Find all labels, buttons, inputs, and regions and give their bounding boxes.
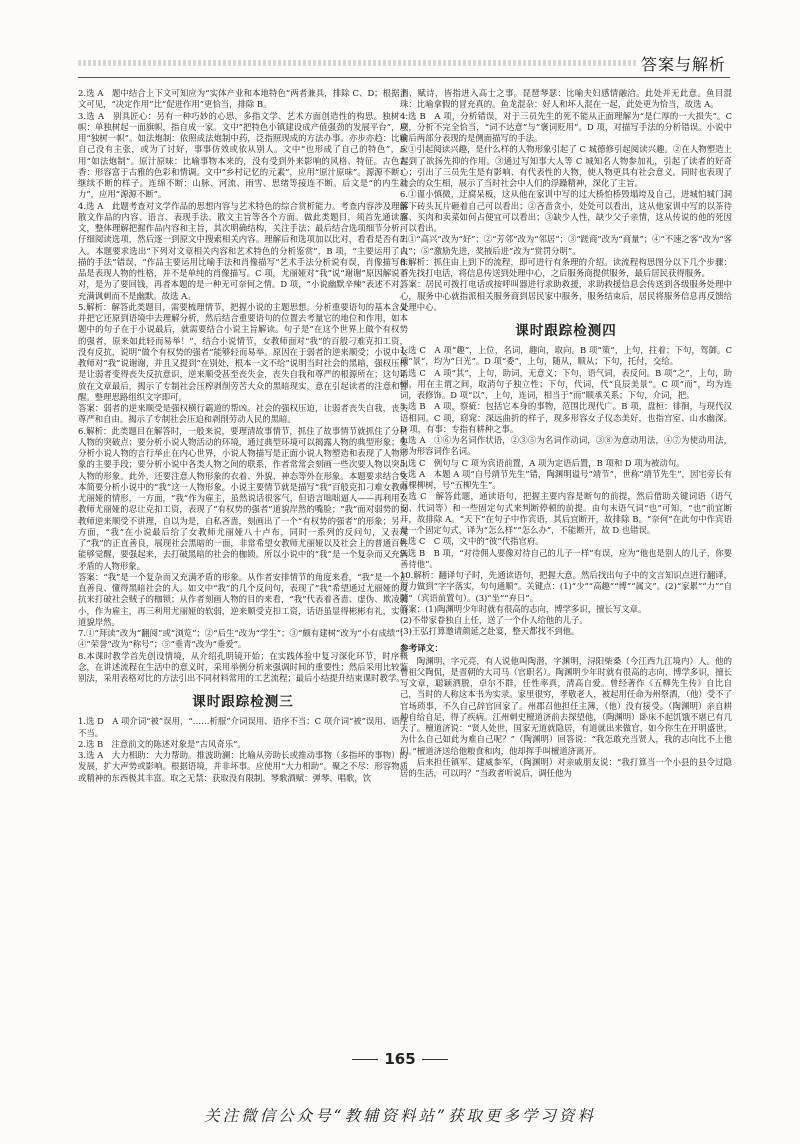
right-column <box>400 88 732 1048</box>
left2-paragraph: 2.选 B 注意前文的陈述对象是“古风奇乐”。 <box>78 738 246 749</box>
left-block-2 <box>78 716 408 784</box>
right2-paragraph: 7.选 C 解答此题，通读语句，把握主要内容是断句的前提，然后借助关键词语（语气词、代词等）和一些固定句式来判断停顿的前提。由句末语气词“也”可知，“也”前宜断开，故排除 A。“天下”在句子中作宾语，其后宜断开，故排除 B。“奈何”在此句中作宾语是一个固定句式，译为“怎么样”“怎么办”，不能断开，故 D 也错误。 <box>400 491 732 535</box>
right2-paragraph: 2.选 C A 项“其”，上句，助词，无意义；下句，语气词，表反问。B 项“之”，上句，助词，用在主谓之间，取消句子独立性；下句，代词，代“良辰美景”。C 项“而”，均为连词，表修饰。D 项“以”，上句，连词，相当于“而”顺承关系；下句，介词，把。 <box>400 367 732 400</box>
page-number <box>0 1050 800 1068</box>
header-rule <box>78 77 730 78</box>
left-paragraph: 7.①“拜读”改为“翻阅”或“浏览”；②“后生”改为“学生”；③“颇有建树”改为“小有成绩”；④“荣誉”改为“称号”；⑤“垂青”改为“垂爱”。 <box>78 628 408 650</box>
section-title-4: 课时跟踪检测四 <box>515 323 617 339</box>
footer-note: 关注微信公众号“教辅资料站”获取更多学习资料 <box>204 1107 596 1125</box>
left-paragraph: 3.选 A 别具匠心：另有一种巧妙的心思，多指文学、艺术方面创造性的构思。独树一帜：单独树起一面旗帜，指自成一家。文中“把特色小镇建设成产值强劲的发展平台”，应用“独树一帜”。如法炮制：依照成法炮制中药，泛指照现成的方法办事。亦步亦趋：比喻自己没有主张，或为了讨好，事事仿效或依从别人。文中“也形成了自己的特色”，应用“如法炮制”。原汁原味：比喻事物本来的，没有受到外来影响的风格、特征。古色古香：形容富于古雅的色彩和情调。文中“乡村记忆的元素”，应用“原汁原味”。源源不断：继续不断的样子。连绵不断：山脉、河流、雨雪、思绪等接连不断。后文是“的内生动力”，应用“源源不断”。 <box>78 110 408 200</box>
right-paragraph: 8.解析：抓住由上到下的流程，即可进行有条理的介绍。读流程构思图分以下几个步骤：首先找打电话，将信息传送到处理中心，之后服务商提供服务，最后居民获得服务。 <box>400 256 732 278</box>
header-title: 答案与解析 <box>640 55 726 74</box>
right-paragraph: 5.①引起阅读兴趣，是什么样的人物形象引起了 C 城德修引起阅读兴趣。②在人物塑造上起到了欲扬先抑的作用。③通过写知事大人等 C 城知名人物参加礼，引起了读者的好奇心；引出了三员先生是有影响、有代表性的人物，使人物更具有社会意义。同时也表现了社会的众生相，展示了当时社会中人们的浮躁精神，深化了主旨。 <box>400 144 732 188</box>
right2-paragraph: 8.选 C C 项，文中的“彼”代指官府。 <box>400 536 544 547</box>
right2-paragraph: 9.选 B B 项，“对待佣人要像对待自己的儿子一样”有误，应为“他也是别人的儿子，你要善待他”。 <box>400 547 732 569</box>
left-column <box>78 88 408 1048</box>
left-paragraph: 2.选 A 题中结合上下文可知应为“实体产业和本地特色”两者兼具，排除 C、D；根据上文可见，“决定作用”比“促进作用”更恰当，排除 B。 <box>78 88 408 110</box>
right-block-1 <box>400 88 732 313</box>
reference-translation-label: 参考译文： <box>400 643 443 654</box>
right2-paragraph: (3)王弘打算邀请颜延之赴宴，整天都找不到他。 <box>400 626 580 637</box>
right2-paragraph: (2)不带家眷独自上任，送了一个仆人给他的儿子。 <box>400 615 588 625</box>
left-paragraph: 答案：弱者的逆来顺受是强权横行霸道的帮凶。社会的强权压迫，让弱者丧失自我，丧失尊严和自由。揭示了专制社会压迫和剥削劳动人民的黑暗。 <box>78 403 408 425</box>
right3-paragraph: 后来担任镇军、建威参军，（陶渊明）对亲戚朋友说：“我打算当一个小县的县令过隐居的生活，可以吗？”当政者听说后，调任他为 <box>400 756 732 778</box>
right-block-3 <box>400 656 732 780</box>
right2-paragraph: 答案：(1)陶渊明少年时就有很高的志向，博学多识，擅长写文章。 <box>400 603 647 614</box>
right-paragraph: 4.选 B A 项，分析错误，对于三员先生的死不能从正面理解为“是仁厚的一大损失”。C 项，分析不完全恰当，“词不达意”与“褒词贬用”。D 项，对描写手法的分析错误。小说中前后两部分表现的是侧面描写的手法。 <box>400 110 732 143</box>
left-paragraph: 8.本课时教学首先创设情境，从介绍孔明镜开始；在实践体验中复习深化环节，时序概念，在讲述流程在生活中的意义时，采用举例分析来强调时间的重要性；然后采用比较鉴别法，采用表格对比的方法引出不同材料常用的工艺流程；最后小结提升结束课时教学。 <box>78 650 408 683</box>
right2-paragraph: 5.选 C 例句与 C 项为宾语前置，A 项为定语后置，B 项和 D 项为被动句。 <box>400 457 685 468</box>
left2-paragraph: 1.选 D A 项介词“被”误用，“……析服”介词误用、语序不当；C 项介词“被”误用、语序不当。 <box>78 716 408 738</box>
right-paragraph: 6.①谨小慎微，迂腐呆板，这从他在家训中写的过大桥怕桥毁塌垮及自己，进城怕城门洞落下砖头瓦片砸着自己可以看出；②吝啬贪小，处处可以看出，这从他家训中写的以茶待客、买肉和卖菜如何占便宜可以看出；③缺少人性，缺少父子亲情，这从传说的他的死因可以看出。 <box>400 189 732 233</box>
section-title-3: 课时跟踪检测三 <box>192 694 294 711</box>
left2-paragraph: 3.选 A 大力相助：大力帮助。推波助澜：比喻从旁助长或推动事物（多指坏的事物）的发展，扩大声势或影响。根据语境，并非坏事。应使用“大力相助”。聚之不尽：形容物质或精神的东西极其丰富。取之无禁：获取没有限制。琴歌酒赋：弹琴、唱歌，饮 <box>78 750 408 783</box>
right2-paragraph: 10.解析：翻译句子时，先通读语句，把握大意。然后找出句子中的文言知识点进行翻译，努力做到“字字落实，句句通顺”。关键点：(1)“少”“高趣”“博”“属文”。(2)“家累”“力”“自随”（宾语前置句）。(3)“坐”“弃日”。 <box>400 570 732 603</box>
right-paragraph: 答案：居民可拨打电话或按呼叫器进行求助救援，求助救援信息会传送到各级服务处理中心，服务中心就指派相关服务商到居民家中服务，服务结束后，居民将服务信息再反馈给处理中心。 <box>400 279 732 312</box>
left-paragraph: 6.解析：此类题目在解答时，一般来说，要理清故事情节，抓住了故事情节就抓住了分析人物的突破点；要分析小说人物活动的环境，通过典型环境可以揭露人物的典型形象；要分析小说人物的言行举止在内心世界，小说人物描写是正面小说人物塑造和表现了人物形象的主要手段；要分析小说中各类人物之间的联系，作者常常会刻画一些次要人物以突出人物的形象。此外，还要注意人物形象的衣着、外貌、神态等外在形象。本题要求结合文本简要分析小说中的“我”这一人物形象。小说主要情节就是描写“我”百般克扣刁难女教师尤丽娅的情形，一方面，“我”作为雇主，虽然说话很客气，但语言咄咄逼人——再利用女教师尤丽娅的忍让克扣工资，表现了“有权势的强者”道貌岸然的嘴脸；“我”面对弱势的女教师逆来顺受不讲理，自以为是，自私吝啬，刻画出了一个“有权势的强者”的形象；另一方面，“我”在小说最后给了女教师尤丽娅八十卢布，同时一系列的反问句，又表现了“我”的正直善良，展现社会黑暗的一面，非常希望女教师尤丽娅以及社会上的普通百姓能够觉醒，要强起来，去打破黑暗的社会的枷锁。所以小说中的“我”是一个复杂而又充满矛盾的人物形象。 <box>78 425 408 571</box>
right-paragraph: 酒、赋诗，皆指进入高士之事。琵琶琴瑟：比喻夫妇感情融洽。此处并无此意。鱼目混珠：比喻拿假的冒充真的。鱼龙混杂：好人和坏人混在一起，此处更为恰当，故选 A。 <box>400 88 732 110</box>
page-number-text: 165 <box>384 1050 416 1068</box>
header-decoration <box>78 60 638 66</box>
right2-paragraph: 3.选 B A 项，察疵：包括它本身的事物，范围比现代广。B 项，盘桓：徘徊，与现代汉语相同。C 项，窈窕：深远曲折的样子，现多形容女子仪态美好，也指宫室、山水幽深。D 项，有事：专指有耕种之事。 <box>400 401 732 434</box>
right-paragraph: 7.①“高兴”改为“好”；②“芳邻”改为“邻居”；③“蹉商”改为“商量”；④“不速之客”改为“客人”；⑤“激励先进，奖掖后进”改为“赏罚分明”。 <box>400 234 732 256</box>
right2-paragraph: 6.选 A 本题 A 项“自号靖节先生”错，陶渊明谥号“靖节”，世称“靖节先生”，因宅旁长有五棵柳树，号“五柳先生”。 <box>400 468 732 490</box>
right-block-2 <box>400 345 732 638</box>
page-header <box>0 0 800 90</box>
right3-paragraph: 陶渊明，字元亮，有人说他叫陶潜，字渊明，浔阳柴桑（今江西九江境内）人。他的曾祖父陶侃，是晋朝的大司马（官职名）。陶渊明少年时就有很高的志向，博学多识，擅长写文章，聪颖洒脱，卓尔不群，任性率真，清高自爱。曾经著作《五柳先生传》自比自己，当时的人称这本书为实录。家里很穷，孝敬老人，被起用任命为州祭酒，（他）受不了官场琐事，不久自己辞官回家了。州郡召他担任主簿，（他）没有接受。（陶渊明）亲自耕种自给自足，得了疾病。江州刺史檀道济前去探望他，（陶渊明）卧床不起饥饿不堪已有几天了。檀道济说：“贤人处世，国家无道就隐居，有道就出来做官，如今你生在开明盛世，为什么自己如此为难自己呢？”（陶渊明）回答说：“我怎敢充当贤人，我的志向比不上他们。”檀道济送给他粮食和肉，他却挥手叫檀道济离开。 <box>400 655 732 756</box>
left-paragraph: 答案：“我”是一个复杂而又充满矛盾的形象。从作者安排情节的角度来看，“我”是一个正直善良、懂得黑暗社会的人。如文中“我”的几个反问句，表现了“我”希望通过尤丽娅的反抗来打破社会贼子的枷锁；从作者刻画人物的目的来看，“我”代表着吝啬、虚伪、欺凌弱小，作为雇主，再三利用尤丽娅的软弱，逆来顺受克扣工资，话语虽显得彬彬有礼，实则道貌岸然。 <box>78 571 408 627</box>
left-paragraph: 4.选 A 此题考查对文学作品的思想内容与艺术特色的综合赏析能力。考查内容涉及理解散文作品的内容、语言、表现手法、散文主旨等各个方面。做此类题目，须首先通读原文，整体理解把握作品内容和主旨，其次明确结构，关注手法；最后结合选项细节分析。仔细阅读选项，然后逐一到原文中搜索相关内容。理解后和选项加以比对，看看是否有出入。本题要求选出“下列对文章相关内容和艺术特色的分析鉴赏”，B 项，“主要运用了白描的手法”错误，“作品主要运用比喻手法和肖像描写”艺术手法分析说有误，肖像描写作品是表现人物的性格，并不是单纯的肖像描写。C 项，尤丽娅对“我”说“谢谢”原因解说不对，是为了要回钱，再者本题的是一种无可奈何之情。D 项，“小说幽默辛辣”表述不对，充满讽刺而不是幽默。故选 A。 <box>78 200 408 301</box>
left-block-1 <box>78 88 408 684</box>
right2-paragraph: 1.选 C A 项“趣”，上位，名词，趣向，取向。B 项“策”，上句，拄着；下句，驾御。C 项“景”，均为“日光”。D 项“委”，上句，随从，顺从；下句，托付，交给。 <box>400 345 732 367</box>
left-paragraph: 5.解析：解答此类题目，需要梳理情节，把握小说的主题思想。分析重要语句的基本含义并把它还原到语境中去理解分析，然后结合重要语句的位置去考量它的地位和作用，如本题中的句子在于小说最后，就需要结合小说主旨解读。句子是“在这个世界上做个有权势的强者，原来如此轻而易举！”，结合小说情节，女教师面对“我”的百般刁难克扣工资，没有反抗，说明“做个有权势的强者”能够轻而易举。原因在于弱者的逆来顺受；小说中女教师对“我”说谢谢，并且又提到“在别处，根本一文不给”说明当时社会的黑暗，强权压榨是让弱者变得丧失反抗意识，逆来顺受甚至丧失金，丧失自我和尊严的根源所在；这句话放在文章最后，揭示了专制社会压榨剥削劳苦大众的黑暗现实，意在引起读者的注意和警醒。整理思路组织文字即可。 <box>78 301 408 402</box>
right2-paragraph: 4.选 A ①⑥为名词作状语，②③⑤为名词作动词，③⑧为意动用法，④⑦为使动用法，⑨为形容词作名词。 <box>400 435 732 457</box>
